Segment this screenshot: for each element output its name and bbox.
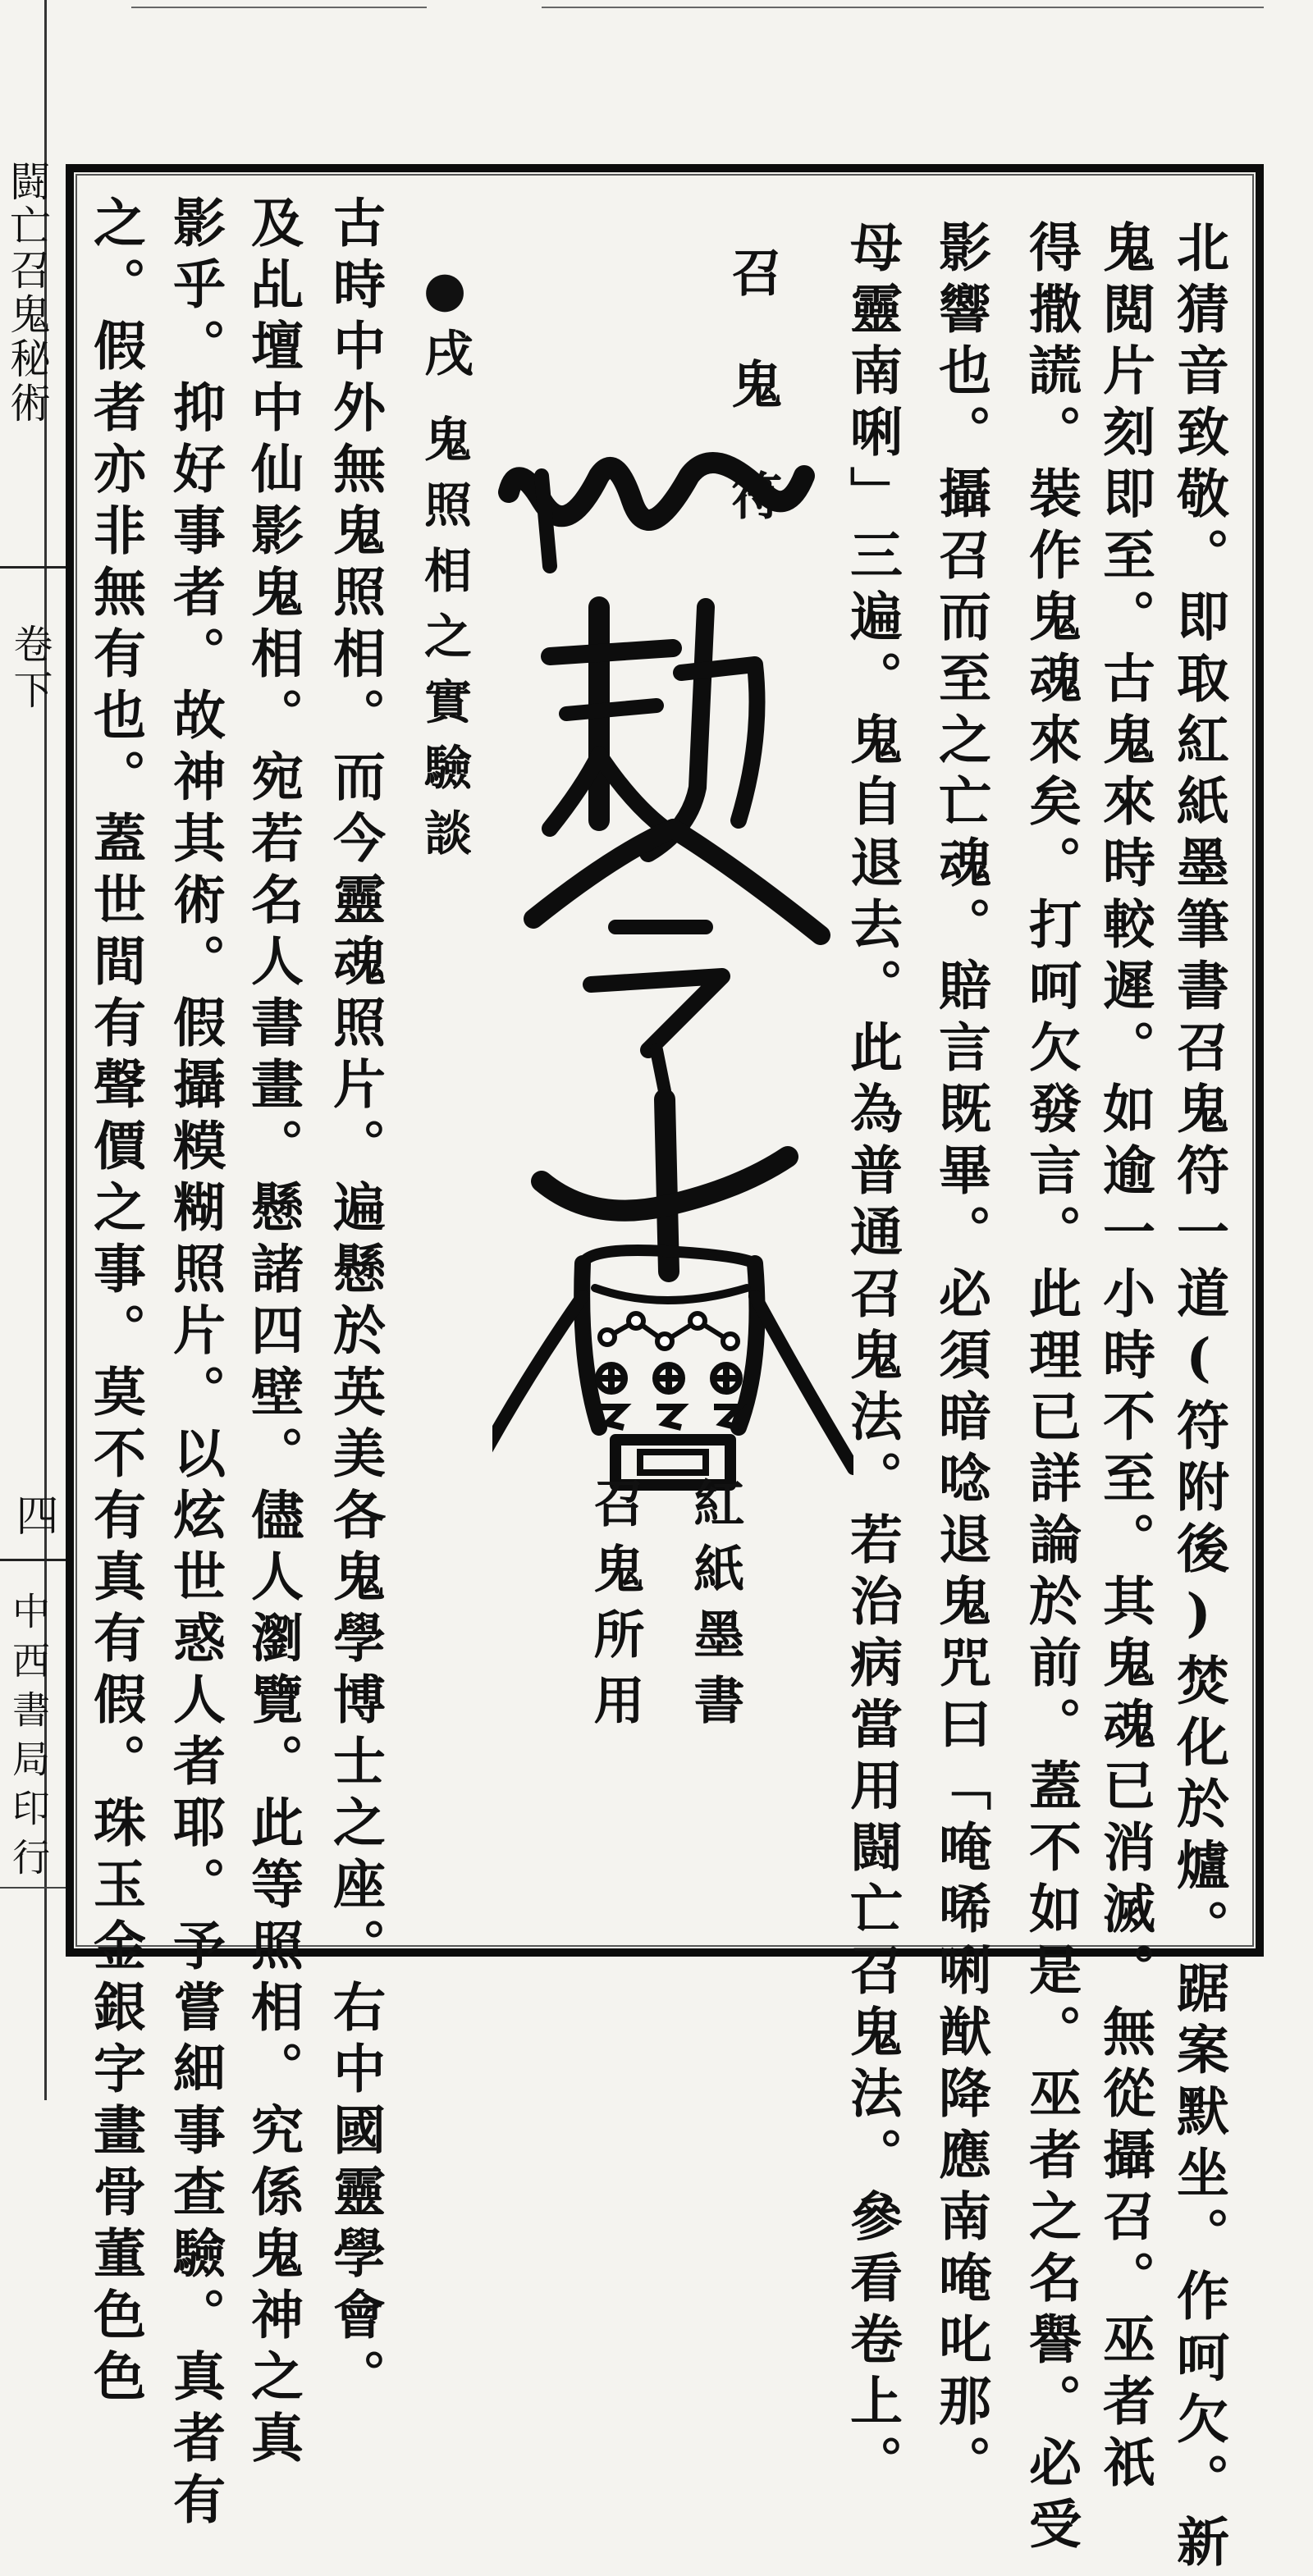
text-column: 得撒謊。裝作鬼魂來矣。打呵欠發言。此理已詳論於前。蓋不如是。巫者之名譽。必受: [1020, 220, 1082, 2558]
talisman-glyphs-text: 罡勅令: [492, 443, 495, 444]
text-column: 之。假者亦非無有也。蓋世間有聲價之事。莫不有真有假。珠玉金銀字畫骨董色色: [85, 195, 146, 2410]
section-title: 召鬼符: [723, 246, 783, 581]
text-column: 鬼閲片刻即至。古鬼來時較遲。如逾一小時不至。其鬼魂已消滅。無從攝召。巫者祇: [1094, 220, 1155, 2496]
publisher-imprint: 中西書局印行: [7, 1592, 51, 1887]
text-column: 母靈南唎」三遍。鬼自退去。此為普通召鬼法。若治病當用闘亡召鬼法。參看卷上。: [841, 220, 903, 2496]
talisman-caption-line1: 紅紙墨書: [685, 1477, 745, 1739]
subsection-title: 鬼照相之實驗談: [416, 414, 472, 874]
top-rule-right: [542, 7, 1264, 8]
text-column: 古時中外無鬼照相。而今靈魂照片。遍懸於英美各鬼學博士之座。右中國靈學會。: [324, 195, 386, 2410]
side-separator: [0, 566, 66, 569]
text-column: 影乎。抑好事者。故神其術。假攝糢糊照片。以炫世惑人者耶。予嘗細事查驗。真者有: [164, 195, 226, 2533]
side-separator: [0, 1887, 66, 1889]
text-column: 北猜音致敬。即取紅紙墨筆書召鬼符一道(符附後)焚化於爐。踞案默坐。作呵欠。新: [1168, 220, 1229, 2576]
book-title-margin: 闘亡召鬼秘術: [3, 160, 51, 426]
text-column: 及乩壇中仙影鬼相。宛若名人書畫。懸諸四壁。儘人瀏覽。此等照相。究係鬼神之真: [242, 195, 304, 2472]
talisman-caption-line2: 召鬼所用: [585, 1477, 645, 1739]
subsection-label: ●戌: [416, 261, 474, 386]
text-column: 影響也。攝召而至之亡魂。賠言既畢。必須暗唸退鬼咒曰「唵唏唎猷降應南唵叱那。: [930, 220, 991, 2496]
talisman-drawing: [492, 443, 853, 1493]
top-rule-left: [131, 7, 427, 8]
talisman-figure: [492, 443, 853, 1493]
side-separator: [0, 1559, 66, 1561]
page-number: 四: [8, 1493, 57, 1536]
volume-label: 卷下: [7, 623, 53, 715]
